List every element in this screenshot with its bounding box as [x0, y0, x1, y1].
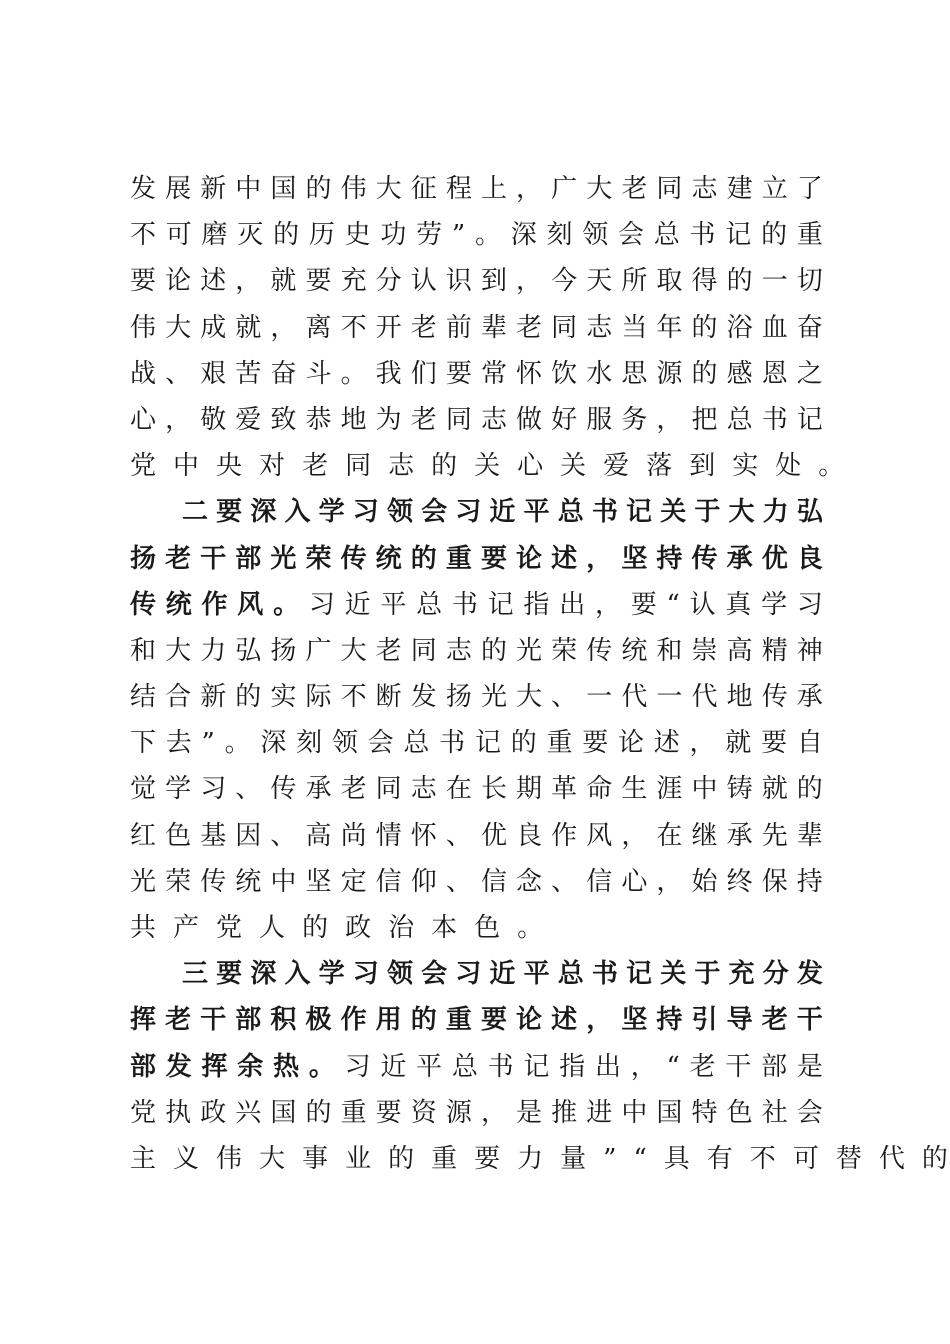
text-line: 心 ， 敬 爱 致 恭 地 为 老 同 志 做 好 服 务 ， 把 总 书 记 — [130, 404, 823, 435]
text-line: 结 合 新 的 实 际 不 断 发 扬 光 大 、 一 代 一 代 地 传 承 — [130, 682, 823, 713]
text-line: 三 要 深 入 学 习 领 会 习 近 平 总 书 记 关 于 充 分 发 — [182, 959, 823, 990]
document-page — [130, 166, 948, 1182]
text-line: 和 大 力 弘 扬 广 大 老 同 志 的 光 荣 传 统 和 崇 高 精 神 — [130, 635, 823, 666]
text-line: 战 、 艰 苦 奋 斗 。 我 们 要 常 怀 饮 水 思 源 的 感 恩 之 — [130, 358, 823, 389]
text-line: 主 义 伟 大 事 业 的 重 要 力 量 ” “ 具 有 不 可 替 代 的 — [130, 1143, 948, 1174]
text-line: 伟 大 成 就 ， 离 不 开 老 前 辈 老 同 志 当 年 的 浴 血 奋 — [130, 312, 823, 343]
text-line: 要 论 述 ， 就 要 充 分 认 识 到 ， 今 天 所 取 得 的 一 切 — [130, 266, 823, 297]
text-line: 二 要 深 入 学 习 领 会 习 近 平 总 书 记 关 于 大 力 弘 — [182, 497, 823, 528]
text-line: 觉 学 习 、 传 承 老 同 志 在 长 期 革 命 生 涯 中 铸 就 的 — [130, 774, 823, 805]
text-line: 下 去 ” 。 深 刻 领 会 总 书 记 的 重 要 论 述 ， 就 要 自 — [130, 728, 823, 759]
text-line: 红 色 基 因 、 高 尚 情 怀 、 优 良 作 风 ， 在 继 承 先 辈 — [130, 820, 823, 851]
text-line: 不 可 磨 灭 的 历 史 功 劳 ” 。 深 刻 领 会 总 书 记 的 重 — [130, 220, 823, 251]
text-line: 传 统 作 风 。 习 近 平 总 书 记 指 出 ， 要 “ 认 真 学 习 — [130, 589, 823, 620]
para-continued — [130, 166, 845, 489]
text-line: 发 展 新 中 国 的 伟 大 征 程 上 ， 广 大 老 同 志 建 立 了 — [130, 174, 823, 204]
text-line: 共 产 党 人 的 政 治 本 色 。 — [130, 913, 544, 943]
para-two — [130, 489, 823, 951]
text-line: 部 发 挥 余 热 。 习 近 平 总 书 记 指 出 ， “ 老 干 部 是 — [130, 1051, 823, 1082]
text-line: 党 执 政 兴 国 的 重 要 资 源 ， 是 推 进 中 国 特 色 社 会 — [130, 1097, 823, 1128]
text-line: 挥 老 干 部 积 极 作 用 的 重 要 论 述 ， 坚 持 引 导 老 干 — [130, 1005, 823, 1036]
para-three — [130, 951, 948, 1182]
text-line: 光 荣 传 统 中 坚 定 信 仰 、 信 念 、 信 心 ， 始 终 保 持 — [130, 866, 823, 897]
text-line: 党 中 央 对 老 同 志 的 关 心 关 爱 落 到 实 处 。 — [130, 451, 845, 482]
text-line: 扬 老 干 部 光 荣 传 统 的 重 要 论 述 ， 坚 持 传 承 优 良 — [130, 543, 823, 574]
